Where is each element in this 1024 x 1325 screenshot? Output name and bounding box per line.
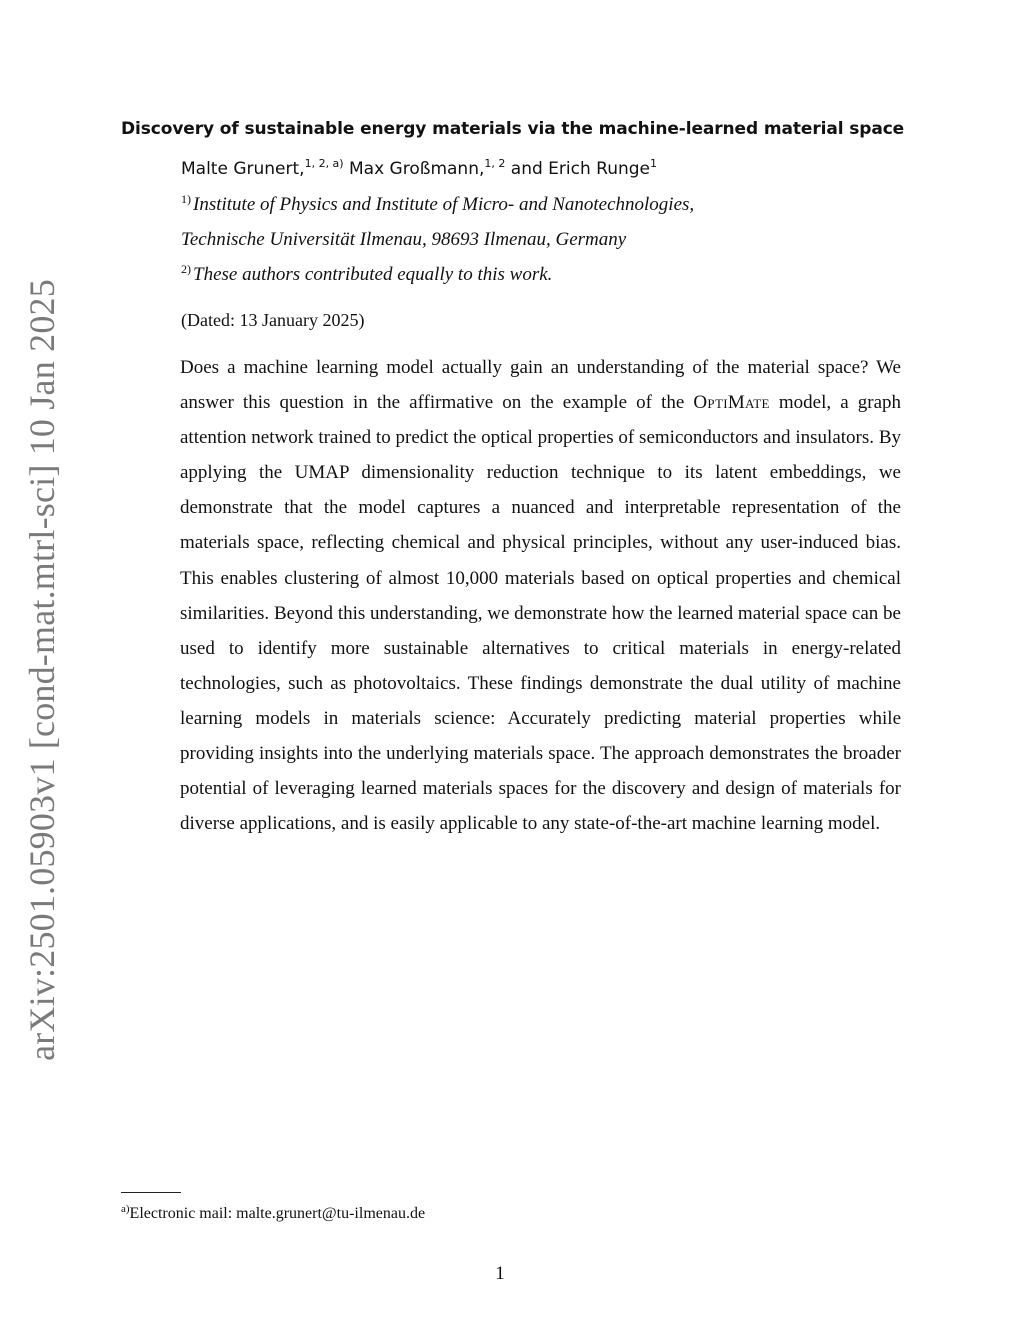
affiliation-text: These authors contributed equally to this work. [193, 264, 553, 285]
affiliation-marker: 1) [181, 192, 191, 206]
page-number: 1 [495, 1263, 505, 1284]
author-affiliation-marker: 1 [650, 157, 657, 170]
model-name: OptiMate [693, 392, 770, 414]
author-list [181, 159, 657, 179]
author-affiliation-marker: 1, 2 [484, 157, 506, 170]
abstract-text: Does a machine learning model actually gain an understanding of the material space? We answer this question in the affirmative on the example of the [180, 357, 901, 414]
author-affiliation-marker: 1, 2, a) [304, 157, 344, 170]
paper-title: Discovery of sustainable energy materials via the machine-learned material space [121, 119, 905, 139]
affiliation-1-continued: Technische Universität Ilmenau, 98693 Ilmenau, Germany [181, 229, 627, 250]
abstract-text: model, a graph attention network trained to predict the optical properties of semiconductors and insulators. By applying the UMAP dimensionality reduction technique to its latent embeddings, we demonstrate that the model captures a nuanced and interpretable representation of the materials space, reflecting chemical and physical principles, without any user-induced bias. This enables clustering of almost 10,000 materials based on optical properties and chemical similarities. Beyond this understanding, we demonstrate how the learned material space can be used to identify more sustainable alternatives to critical materials in energy-related technologies, such as photovoltaics. These findings demonstrate the dual utility of machine learning models in materials science: Accurately predicting material properties while providing insights into the underlying materials space. The approach demonstrates the broader potential of leveraging learned materials spaces for the discovery and design of materials for diverse applications, and is easily applicable to any state-of-the-art machine learning model. [180, 392, 902, 835]
author-name: Malte Grunert, [181, 159, 305, 179]
affiliation-1 [181, 194, 694, 216]
affiliation-marker: 2) [181, 262, 191, 276]
footnote [121, 1205, 425, 1223]
footnote-text: Electronic mail: malte.grunert@tu-ilmenau.de [129, 1205, 426, 1222]
affiliation-2 [181, 264, 552, 286]
affiliation-text: Institute of Physics and Institute of Micro- and Nanotechnologies, [193, 194, 695, 215]
author-name: Max Großmann, [343, 159, 485, 179]
date-line: (Dated: 13 January 2025) [181, 310, 365, 330]
abstract [180, 350, 901, 841]
author-name: and Erich Runge [505, 159, 650, 179]
footnote-marker: a) [121, 1203, 130, 1215]
footnote-divider [121, 1192, 181, 1193]
arxiv-identifier-stamp: arXiv:2501.05903v1 [cond-mat.mtrl-sci] 10 Jan 2025 [22, 279, 62, 1061]
